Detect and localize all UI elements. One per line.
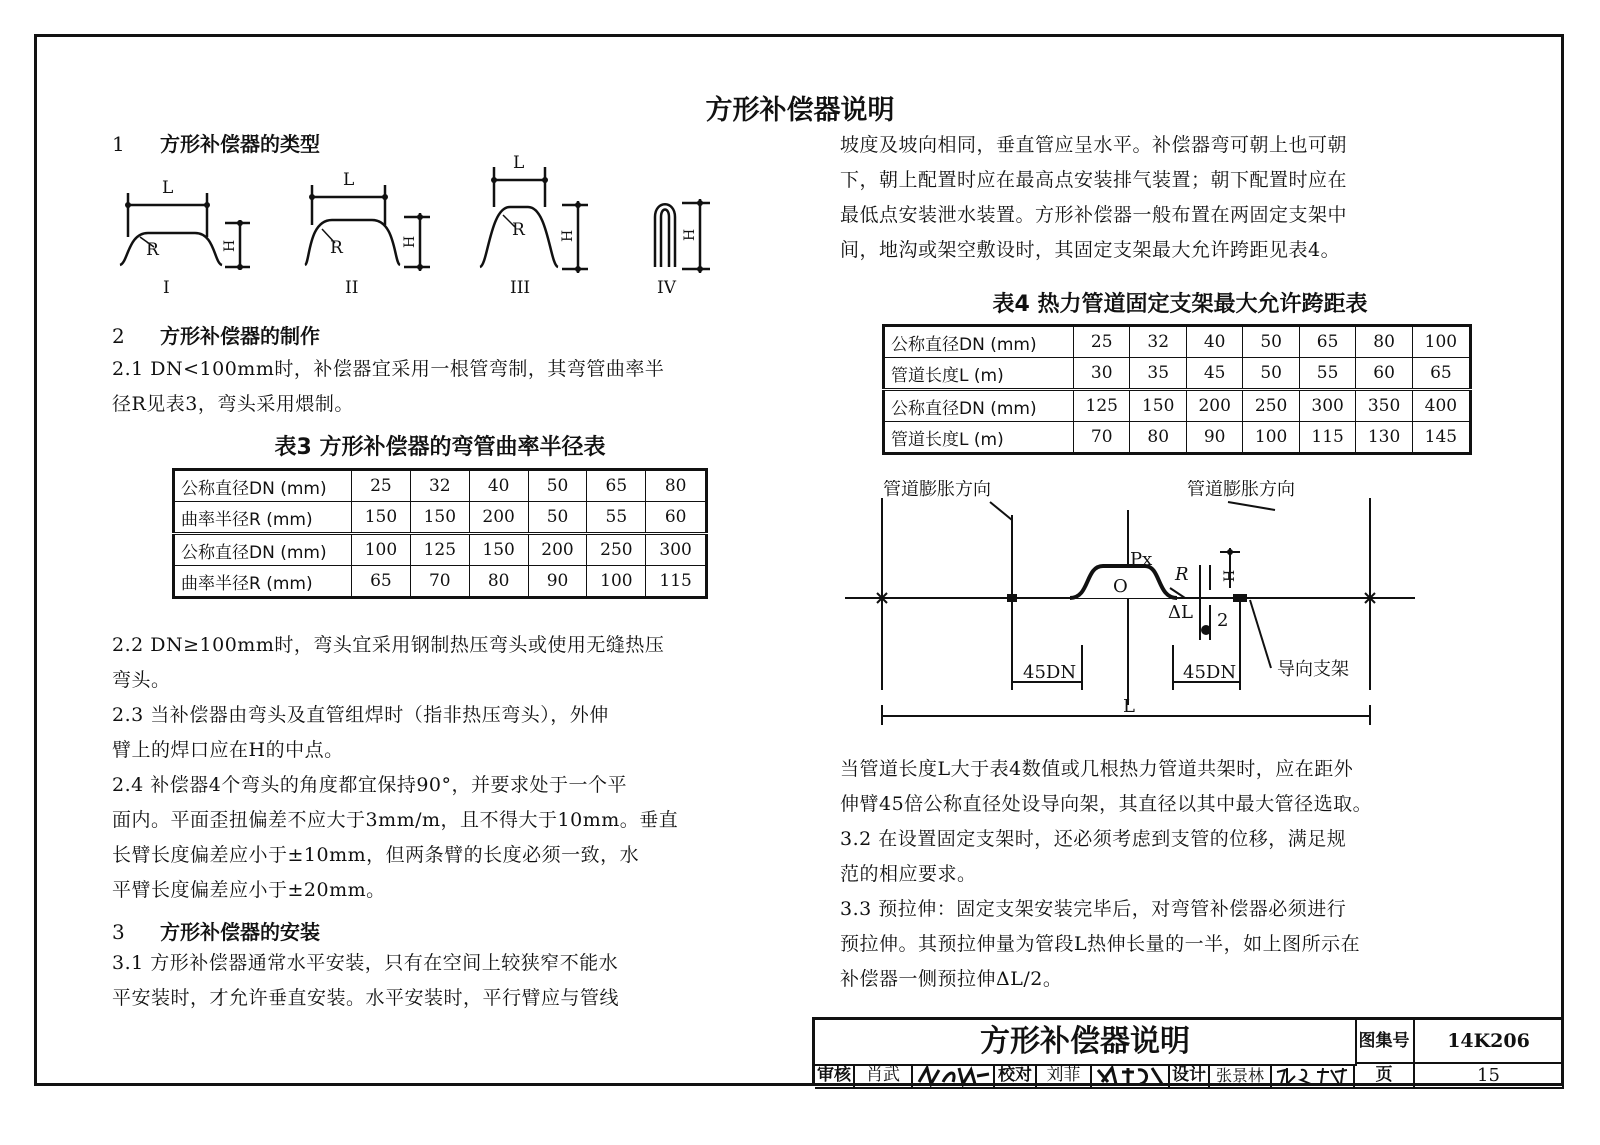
section-1-title: 方形补偿器的类型 [160,132,320,156]
table-row [174,534,707,566]
text-line: 平安装时，才允许垂直安装。水平安装时，平行臂应与管线 [112,987,620,1009]
table-cell: 公称直径DN (mm) [174,470,352,502]
table-cell: 250 [587,534,646,566]
table-cell: 60 [646,502,707,534]
designer-signature [1272,1064,1355,1089]
o-label: O [1113,576,1128,597]
text-line: 预拉伸。其预拉伸量为管段L热伸长量的一半，如上图所示在 [840,933,1361,955]
table-cell: 80 [646,470,707,502]
table-cell: 25 [1074,326,1130,358]
type2-label: II [345,278,359,298]
table-cell: 曲率半径R (mm) [174,502,352,534]
atlas-label: 图集号 [1355,1020,1415,1064]
type3-label: III [510,278,531,298]
table-cell: 65 [352,566,411,598]
guide-support-label: 导向支架 [1277,659,1349,680]
table-cell: 70 [410,566,469,598]
type1-l-label: L [162,178,174,198]
half-label: 2 [1217,610,1229,631]
installation-figure [845,480,1425,745]
paragraph-2-1 [112,352,772,422]
table-cell: 55 [1299,358,1355,390]
page-label: 页 [1355,1064,1415,1089]
text-line: 伸臂45倍公称直径处设导向架，其直径以其中最大管径选取。 [840,793,1373,815]
paragraph-2-4 [112,768,772,908]
dim-45dn-left: 45DN [1023,662,1077,683]
text-line: 3.1 方形补偿器通常水平安装，只有在空间上较狭窄不能水 [112,952,619,974]
table-cell: 35 [1130,358,1186,390]
type1-h-label: H [222,239,238,252]
table-cell: 200 [469,502,528,534]
table-cell: 100 [1243,422,1299,454]
table-cell: 40 [469,470,528,502]
table-cell: 115 [1299,422,1355,454]
table-cell: 100 [1412,326,1470,358]
table-cell: 100 [587,566,646,598]
title-block-name: 方形补偿器说明 [815,1020,1357,1066]
table-cell: 80 [469,566,528,598]
section-1-number: 1 [112,132,125,156]
table-cell: 50 [528,470,587,502]
table-cell: 55 [587,502,646,534]
table4 [882,324,1472,455]
section-2-heading [112,320,320,349]
section-2-number: 2 [112,324,125,348]
table-cell: 150 [352,502,411,534]
text-line: 补偿器一侧预拉伸ΔL/2。 [840,968,1063,990]
type2-h-label: H [402,235,418,248]
table-cell: 90 [1186,422,1242,454]
table3 [172,468,708,599]
designer-signature-mark [1273,1064,1353,1088]
review-label: 审核 [815,1064,855,1089]
reviewer-signature-mark [913,1064,993,1088]
paragraph-3-2 [840,822,1540,892]
table-cell: 350 [1356,390,1412,422]
table-cell: 曲率半径R (mm) [174,566,352,598]
table-cell: 80 [1356,326,1412,358]
table-cell: 90 [528,566,587,598]
table-cell: 80 [1130,422,1186,454]
checker-signature-mark [1092,1064,1168,1088]
type2-r-label: R [330,238,343,258]
text-line: 当管道长度L大于表4数值或几根热力管道共架时，应在距外 [840,758,1354,780]
table-cell: 200 [1186,390,1242,422]
table-cell: 公称直径DN (mm) [884,390,1074,422]
section-2-title: 方形补偿器的制作 [160,324,320,348]
table-cell: 130 [1356,422,1412,454]
table-row [174,566,707,598]
compensator-types-figure [110,145,730,305]
reviewer-signature [913,1064,995,1089]
type4-label: IV [657,278,676,298]
paragraph-3-1-continued [840,128,1540,268]
design-label: 设计 [1170,1064,1210,1089]
type1-label: I [163,278,170,298]
checker-name: 刘菲 [1037,1064,1092,1089]
table-cell: 150 [1130,390,1186,422]
text-line: 面内。平面歪扭偏差不应大于3mm/m，且不得大于10mm。垂直 [112,809,679,831]
page-number: 15 [1415,1064,1564,1089]
table-row [884,390,1471,422]
text-line: 臂上的焊口应在H的中点。 [112,739,344,761]
type2-l-label: L [343,170,355,190]
guide-support-paragraph [840,752,1540,822]
table-cell: 50 [1243,326,1299,358]
text-line: 平臂长度偏差应小于±20mm。 [112,879,386,901]
table-cell: 45 [1186,358,1242,390]
table-cell: 管道长度L (m) [884,358,1074,390]
table-row [884,422,1471,454]
text-line: 间，地沟或架空敷设时，其固定支架最大允许跨距见表4。 [840,239,1341,261]
table-cell: 400 [1412,390,1470,422]
table-cell: 125 [1074,390,1130,422]
table-cell: 65 [587,470,646,502]
table-cell: 125 [410,534,469,566]
type3-l-label: L [513,153,525,173]
text-line: 长臂长度偏差应小于±10mm，但两条臂的长度必须一致，水 [112,844,640,866]
table-cell: 65 [1299,326,1355,358]
delta-l-label: ΔL [1168,602,1193,623]
type1-r-label: R [146,240,159,260]
h-label: H [1222,569,1238,582]
text-line: 3.2 在设置固定支架时，还必须考虑到支管的位移，满足规 [840,828,1347,850]
text-line: 3.3 预拉伸：固定支架安装完毕后，对弯管补偿器必须进行 [840,898,1347,920]
table-cell: 管道长度L (m) [884,422,1074,454]
table-row [884,326,1471,358]
table-cell: 70 [1074,422,1130,454]
table-cell: 公称直径DN (mm) [174,534,352,566]
table-cell: 公称直径DN (mm) [884,326,1074,358]
table4-caption: 表4 热力管道固定支架最大允许跨距表 [992,292,1368,317]
text-line: 范的相应要求。 [840,863,977,885]
text-line: 弯头。 [112,669,171,691]
paragraph-3-3 [840,892,1540,997]
paragraph-3-1 [112,946,772,1016]
table3-caption: 表3 方形补偿器的弯管曲率半径表 [274,435,606,460]
px-label: Px [1130,549,1153,570]
type3-r-label: R [512,220,525,240]
atlas-number: 14K206 [1415,1020,1564,1064]
checker-signature [1092,1064,1170,1089]
table-cell: 145 [1412,422,1470,454]
table-cell: 30 [1074,358,1130,390]
table-cell: 300 [1299,390,1355,422]
table-row [174,470,707,502]
text-line: 2.4 补偿器4个弯头的角度都宜保持90°，并要求处于一个平 [112,774,628,796]
table-cell: 32 [1130,326,1186,358]
table-cell: 100 [352,534,411,566]
type4-h-label: H [682,228,698,241]
check-label: 校对 [995,1064,1037,1089]
page-title: 方形补偿器说明 [705,95,895,126]
designer-name: 张景林 [1210,1064,1272,1089]
table-cell: 50 [1243,358,1299,390]
text-line: 径R见表3，弯头采用煨制。 [112,393,354,415]
table-cell: 50 [528,502,587,534]
table-cell: 150 [469,534,528,566]
table-cell: 150 [410,502,469,534]
text-line: 2.2 DN≥100mm时，弯头宜采用钢制热压弯头或使用无缝热压 [112,634,665,656]
l-dimension-label: L [1123,696,1135,717]
table-row [174,502,707,534]
table-cell: 300 [646,534,707,566]
table-cell: 60 [1356,358,1412,390]
section-3-heading [112,916,320,945]
table-cell: 32 [410,470,469,502]
table-cell: 250 [1243,390,1299,422]
paragraph-2-3 [112,698,772,768]
reviewer-name: 肖武 [855,1064,913,1089]
table-cell: 25 [352,470,411,502]
text-line: 下，朝上配置时应在最高点安装排气装置；朝下配置时应在 [840,169,1348,191]
expansion-direction-left: 管道膨胀方向 [883,480,991,500]
dim-45dn-right: 45DN [1183,662,1237,683]
text-line: 最低点安装泄水装置。方形补偿器一般布置在两固定支架中 [840,204,1348,226]
text-line: 坡度及坡向相同，垂直管应呈水平。补偿器弯可朝上也可朝 [840,134,1348,156]
table-row [884,358,1471,390]
table-cell: 40 [1186,326,1242,358]
table-cell: 115 [646,566,707,598]
text-line: 2.1 DN<100mm时，补偿器宜采用一根管弯制，其弯管曲率半 [112,358,665,380]
type3-h-label: H [560,229,576,242]
text-line: 2.3 当补偿器由弯头及直管组焊时（指非热压弯头），外伸 [112,704,609,726]
table-cell: 200 [528,534,587,566]
paragraph-2-2 [112,628,772,698]
r-label: R [1175,564,1189,585]
section-3-title: 方形补偿器的安装 [160,920,320,944]
title-block [812,1017,1564,1086]
table-cell: 65 [1412,358,1470,390]
section-3-number: 3 [112,920,125,944]
expansion-direction-right: 管道膨胀方向 [1187,480,1295,500]
